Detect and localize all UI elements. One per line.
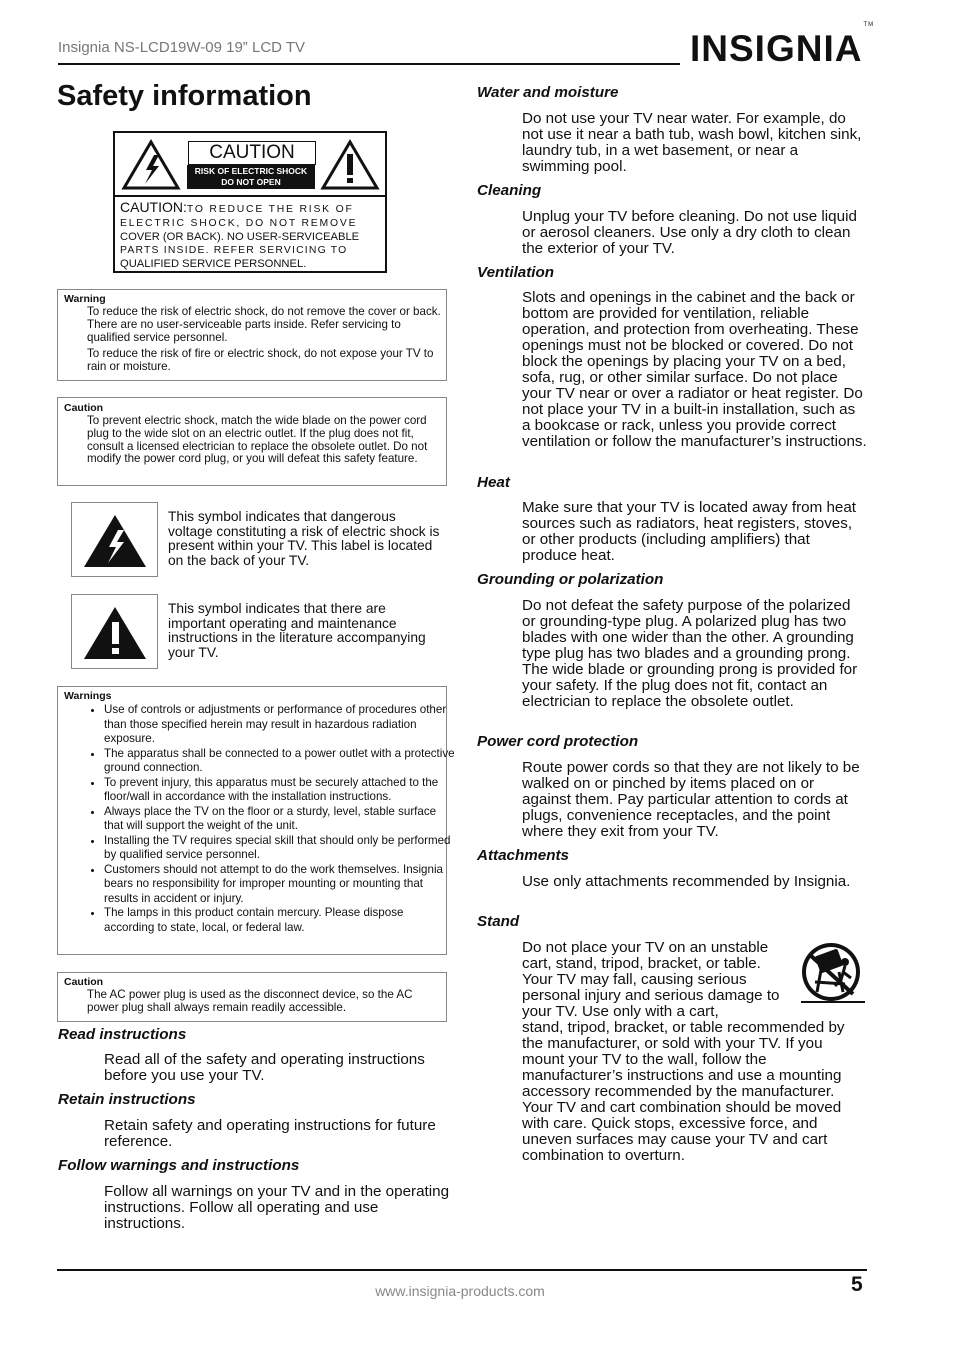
shock-warning-banner: RISK OF ELECTRIC SHOCK DO NOT OPEN (187, 165, 315, 189)
section-heading: Stand (477, 913, 520, 930)
exclamation-triangle-icon (83, 606, 147, 660)
notice-paragraph: To reduce the risk of fire or electric shock, do not expose your TV to rain or moisture. (87, 347, 434, 373)
section-text: Read all of the safety and operating instructions before you use your TV. (104, 1051, 425, 1084)
section-text: Do not defeat the safety purpose of the polarized or grounding-type plug. A polarized plug has two blades with one wider than the other. A grounding type plug has two blades and a grounding prong. The wide blade or grounding prong is provided for your safety. If the plug does not fit, contact an electrician to replace the obsolete outlet. (522, 597, 858, 710)
caution-label-text: CAUTION:TO REDUCE THE RISK OF ELECTRIC SHOCK, DO NOT REMOVE COVER (OR BACK). NO USER-SERVICEABLE PARTS INSIDE. REFER SERVICING TO QUALIFIED SERVICE PERSONNEL. (120, 199, 360, 271)
section-text: Do not place your TV on an unstable cart, stand, tripod, bracket, or table. Your TV may fall, causing serious personal injury and serious damage to your TV. Use only with a cart, (522, 939, 780, 1020)
section-heading: Follow warnings and instructions (58, 1157, 300, 1174)
list-item: • Installing the TV requires special skill that should only be performed by qualified service personnel. (104, 834, 456, 863)
warnings-list (86, 703, 456, 935)
list-item: • Customers should not attempt to do the work themselves. Insignia bears no responsibility for improper mounting or mounting that results in accident or injury. (104, 863, 456, 907)
section-heading: Read instructions (58, 1026, 187, 1043)
section-heading: Attachments (477, 847, 569, 864)
caution-notice (57, 972, 447, 1022)
symbol-box (71, 594, 158, 669)
section-heading: Cleaning (477, 182, 542, 199)
section-heading: Water and moisture (477, 84, 619, 101)
section-text: Do not use your TV near water. For example, do not use it near a bath tub, wash bowl, kitchen sink, laundry tub, in a wet basement, or near a swimming pool. (522, 110, 862, 175)
header-rule (58, 63, 680, 65)
list-item: • The lamps in this product contain mercury. Please dispose according to state, local, or federal law. (104, 906, 456, 935)
list-item: • To prevent injury, this apparatus must be securely attached to the floor/wall in accordance with the installation instructions. (104, 776, 456, 805)
section-text: Make sure that your TV is located away from heat sources such as radiators, heat registers, stoves, or other products (including amplifiers) that produce heat. (522, 499, 856, 564)
section-text: Route power cords so that they are not likely to be walked on or pinched by items placed on or against them. Pay particular attention to cords at plugs, convenience receptacles, and the point where they exit from your TV. (522, 759, 860, 840)
symbol-box (71, 502, 158, 577)
section-text: stand, tripod, bracket, or table recommended by the manufacturer, or sold with your TV. If you mount your TV to the wall, follow the manufacturer’s instructions and use a mounting accessory recommended by the manufacturer. Your TV and cart combination should be moved with care. Quick stops, excessive force, and uneven surfaces may cause your TV and cart combination to overturn. (522, 1019, 845, 1164)
notice-paragraph: To prevent electric shock, match the wide blade on the power cord plug to the wide slot on an electric outlet. If the plug does not fit, consult a licensed electrician to replace the obsolete outlet. Do not modify the power cord plug, or you will defeat this safety feature. (87, 414, 428, 466)
notice-heading: Caution (64, 402, 104, 414)
notice-heading: Warning (64, 293, 106, 305)
section-heading: Ventilation (477, 264, 555, 281)
exclamation-triangle-icon (320, 139, 380, 191)
page-number: 5 (851, 1273, 863, 1296)
section-heading: Retain instructions (58, 1091, 196, 1108)
section-heading: Heat (477, 474, 510, 491)
page-title: Safety information (57, 80, 312, 112)
notice-paragraph: The AC power plug is used as the disconnect device, so the AC power plug shall always remain readily accessible. (87, 988, 413, 1014)
footer-rule (57, 1269, 867, 1271)
lightning-triangle-icon (121, 139, 181, 191)
section-text: Unplug your TV before cleaning. Do not use liquid or aerosol cleaners. Use only a dry cloth to clean the exterior of your TV. (522, 208, 857, 257)
section-heading: Power cord protection (477, 733, 639, 750)
caution-notice (57, 397, 447, 486)
symbol-description: This symbol indicates that dangerous voltage constituting a risk of electric shock is present within your TV. This label is located on the back of your TV. (168, 509, 440, 568)
document-title: Insignia NS-LCD19W-09 19” LCD TV (58, 39, 306, 56)
notice-heading: Caution (64, 976, 104, 988)
caution-label (113, 131, 387, 273)
list-item: • Use of controls or adjustments or performance of procedures other than those specified herein may result in hazardous radiation exposure. (104, 703, 456, 747)
section-text: Retain safety and operating instructions for future reference. (104, 1117, 436, 1150)
notice-heading: Warnings (64, 690, 112, 702)
list-item: • The apparatus shall be connected to a power outlet with a protective ground connection. (104, 747, 456, 776)
section-text: Use only attachments recommended by Insignia. (522, 873, 851, 890)
section-text: Follow all warnings on your TV and in the operating instructions. Follow all operating and use instructions. (104, 1183, 450, 1232)
symbol-description: This symbol indicates that there are important operating and maintenance instructions in the literature accompanying your TV. (168, 601, 426, 660)
section-heading: Grounding or polarization (477, 571, 664, 588)
footer-url: www.insignia-products.com (375, 1283, 545, 1299)
section-text: Slots and openings in the cabinet and the back or bottom are provided for ventilation, reliable operation, and protection from overheating. These openings must not be blocked or covered. Do not block the openings by placing your TV on a bed, sofa, rug, or other similar surface. Do not place your TV near or over a radiator or heat register. Do not place your TV in a built-in installation, such as a bookcase or rack, unless you provide correct ventilation or follow the manufacturer’s instructions. (522, 289, 867, 450)
cart-tip-over-warning-icon (801, 940, 865, 1004)
warning-notice (57, 289, 447, 381)
list-item: • Always place the TV on the floor or a sturdy, level, stable surface that will support the weight of the unit. (104, 805, 456, 834)
caution-word: CAUTION (189, 142, 315, 164)
insignia-logo: INSIGNIA™ (690, 21, 875, 69)
notice-paragraph: To reduce the risk of electric shock, do not remove the cover or back. There are no user-serviceable parts inside. Refer servicing to qualified service personnel. (87, 305, 441, 344)
lightning-triangle-icon (83, 514, 147, 568)
warnings-notice (57, 686, 455, 955)
